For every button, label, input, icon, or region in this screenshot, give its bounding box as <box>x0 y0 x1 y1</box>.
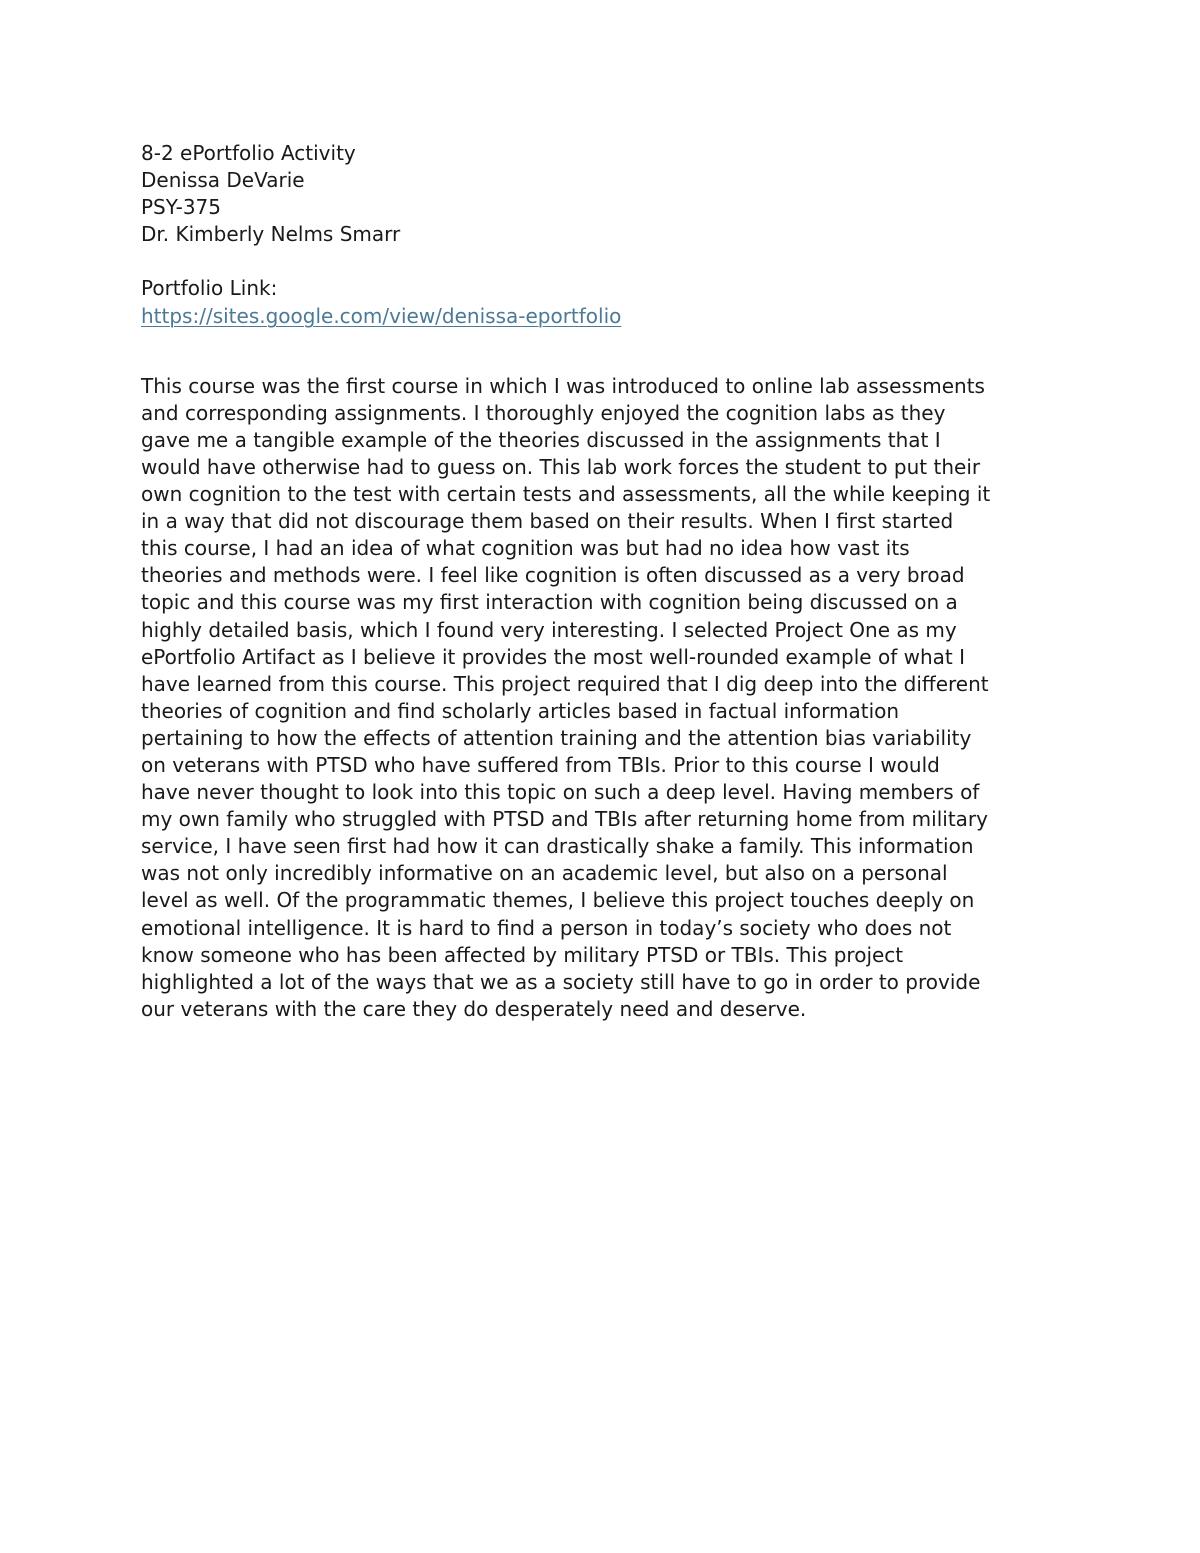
paragraph-line: and corresponding assignments. I thoroughly enjoyed the cognition labs as they <box>141 400 946 425</box>
paragraph-line: my own family who struggled with PTSD and TBIs after returning home from military <box>141 807 988 832</box>
paragraph-line: on veterans with PTSD who have suffered from TBIs. Prior to this course I would <box>141 752 940 777</box>
paragraph-line: would have otherwise had to guess on. This lab work forces the student to put their <box>141 454 981 479</box>
paragraph-line: topic and this course was my first interaction with cognition being discussed on a <box>141 590 958 615</box>
author-name: Denissa DeVarie <box>141 168 305 193</box>
paragraph-line: ePortfolio Artifact as I believe it provides the most well-rounded example of what I <box>141 644 965 669</box>
paragraph-line: was not only incredibly informative on an academic level, but also on a personal <box>141 861 948 886</box>
instructor-name: Dr. Kimberly Nelms Smarr <box>141 222 401 247</box>
paragraph-line: This course was the first course in which I was introduced to online lab assessments <box>141 373 985 398</box>
paragraph-line: our veterans with the care they do desperately need and deserve. <box>141 996 807 1021</box>
spacer <box>141 330 1071 373</box>
portfolio-link[interactable]: https://sites.google.com/view/denissa-eportfolio <box>141 303 622 328</box>
paragraph-line: theories of cognition and find scholarly articles based in factual information <box>141 698 900 723</box>
paragraph-line: know someone who has been affected by military PTSD or TBIs. This project <box>141 942 904 967</box>
portfolio-link-line <box>141 303 1071 330</box>
portfolio-link-label: Portfolio Link: <box>141 276 278 301</box>
paragraph-line: in a way that did not discourage them based on their results. When I first started <box>141 509 954 534</box>
paragraph-line: gave me a tangible example of the theories discussed in the assignments that I <box>141 427 941 452</box>
paragraph-line: emotional intelligence. It is hard to find a person in today’s society who does not <box>141 915 952 940</box>
paragraph-line: highly detailed basis, which I found very interesting. I selected Project One as my <box>141 617 957 642</box>
paragraph-line: level as well. Of the programmatic themes, I believe this project touches deeply on <box>141 888 975 913</box>
paragraph-line: theories and methods were. I feel like cognition is often discussed as a very broad <box>141 563 965 588</box>
paragraph-line: this course, I had an idea of what cognition was but had no idea how vast its <box>141 536 910 561</box>
paragraph-line: highlighted a lot of the ways that we as a society still have to go in order to provide <box>141 969 981 994</box>
course-code: PSY-375 <box>141 195 221 220</box>
document-content <box>141 140 1071 1023</box>
document-title: 8-2 ePortfolio Activity <box>141 141 356 165</box>
paragraph-line: have learned from this course. This project required that I dig deep into the different <box>141 671 989 696</box>
body-paragraph <box>141 373 1071 1023</box>
spacer <box>141 248 1071 275</box>
paragraph-line: pertaining to how the effects of attention training and the attention bias variability <box>141 725 972 750</box>
paragraph-line: own cognition to the test with certain tests and assessments, all the while keeping it <box>141 482 991 507</box>
paragraph-line: have never thought to look into this topic on such a deep level. Having members of <box>141 780 980 805</box>
paragraph-line: service, I have seen first had how it can drastically shake a family. This information <box>141 834 974 859</box>
